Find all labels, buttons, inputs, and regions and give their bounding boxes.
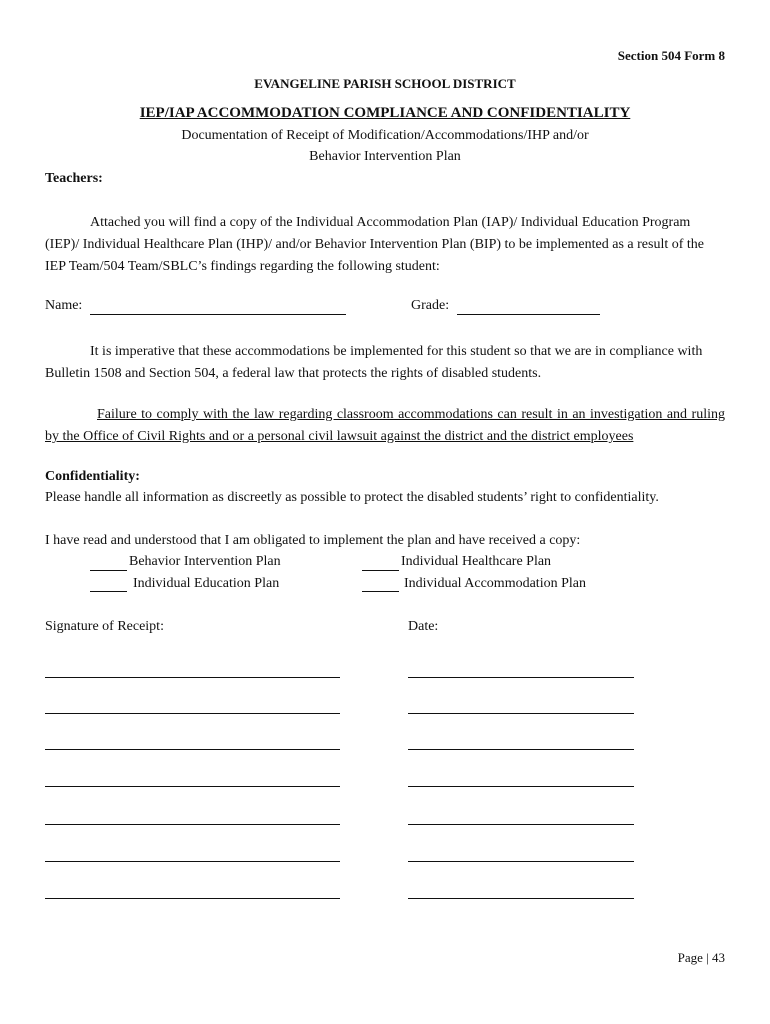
compliance-paragraph: It is imperative that these accommodations be implemented for this student so that we are in compliance with Bulletin 1508 and Section 504, a federal law that protects the rights of disabled students. xyxy=(45,344,703,381)
confidentiality-text: Please handle all information as discreetly as possible to protect the disabled students’ right to confidentiality. xyxy=(45,490,659,505)
date-field[interactable] xyxy=(408,786,634,787)
education-plan-label: Individual Education Plan xyxy=(133,576,280,591)
healthcare-plan-checkbox[interactable] xyxy=(362,570,399,571)
date-field[interactable] xyxy=(408,898,634,899)
signature-field[interactable] xyxy=(45,677,340,678)
date-field[interactable] xyxy=(408,861,634,862)
confidentiality-heading: Confidentiality: xyxy=(45,469,140,484)
date-label: Date: xyxy=(408,619,439,634)
healthcare-plan-label: Individual Healthcare Plan xyxy=(401,554,552,569)
page-number: Page | 43 xyxy=(677,950,725,965)
signature-field[interactable] xyxy=(45,786,340,787)
subtitle-line-1: Documentation of Receipt of Modification/Accommodations/IHP and/or xyxy=(181,128,589,143)
intro-paragraph: Attached you will find a copy of the Individual Accommodation Plan (IAP)/ Individual Education Program (IEP)/ Individual Healthcare Plan (IHP)/ and/or Behavior Intervention Plan (BIP) to be implemented as a result of the IEP Team/504 Team/SBLC’s findings regarding the following student: xyxy=(45,215,704,274)
grade-label: Grade: xyxy=(411,298,450,313)
accommodation-plan-label: Individual Accommodation Plan xyxy=(404,576,586,591)
page-title: IEP/IAP ACCOMMODATION COMPLIANCE AND CONFIDENTIALITY xyxy=(139,105,631,121)
signature-label: Signature of Receipt: xyxy=(45,619,164,634)
date-field[interactable] xyxy=(408,824,634,825)
name-field[interactable] xyxy=(90,314,346,315)
education-plan-checkbox[interactable] xyxy=(90,591,127,592)
grade-field[interactable] xyxy=(457,314,600,315)
signature-field[interactable] xyxy=(45,824,340,825)
behavior-plan-label: Behavior Intervention Plan xyxy=(129,554,281,569)
acknowledgement-text: I have read and understood that I am obligated to implement the plan and have received a copy: xyxy=(45,533,581,548)
form-number: Section 504 Form 8 xyxy=(617,48,725,63)
behavior-plan-checkbox[interactable] xyxy=(90,570,127,571)
signature-field[interactable] xyxy=(45,898,340,899)
warning-paragraph: Failure to comply with the law regarding classroom accommodations can result in an investigation and ruling by the Office of Civil Rights and or a personal civil lawsuit against the district and the district employees xyxy=(45,407,725,444)
date-field[interactable] xyxy=(408,713,634,714)
accommodation-plan-checkbox[interactable] xyxy=(362,591,399,592)
name-label: Name: xyxy=(45,298,83,313)
signature-field[interactable] xyxy=(45,861,340,862)
signature-field[interactable] xyxy=(45,713,340,714)
date-field[interactable] xyxy=(408,749,634,750)
teachers-heading: Teachers: xyxy=(45,171,103,186)
district-name: EVANGELINE PARISH SCHOOL DISTRICT xyxy=(254,76,516,91)
subtitle-line-2: Behavior Intervention Plan xyxy=(309,149,461,164)
signature-field[interactable] xyxy=(45,749,340,750)
date-field[interactable] xyxy=(408,677,634,678)
